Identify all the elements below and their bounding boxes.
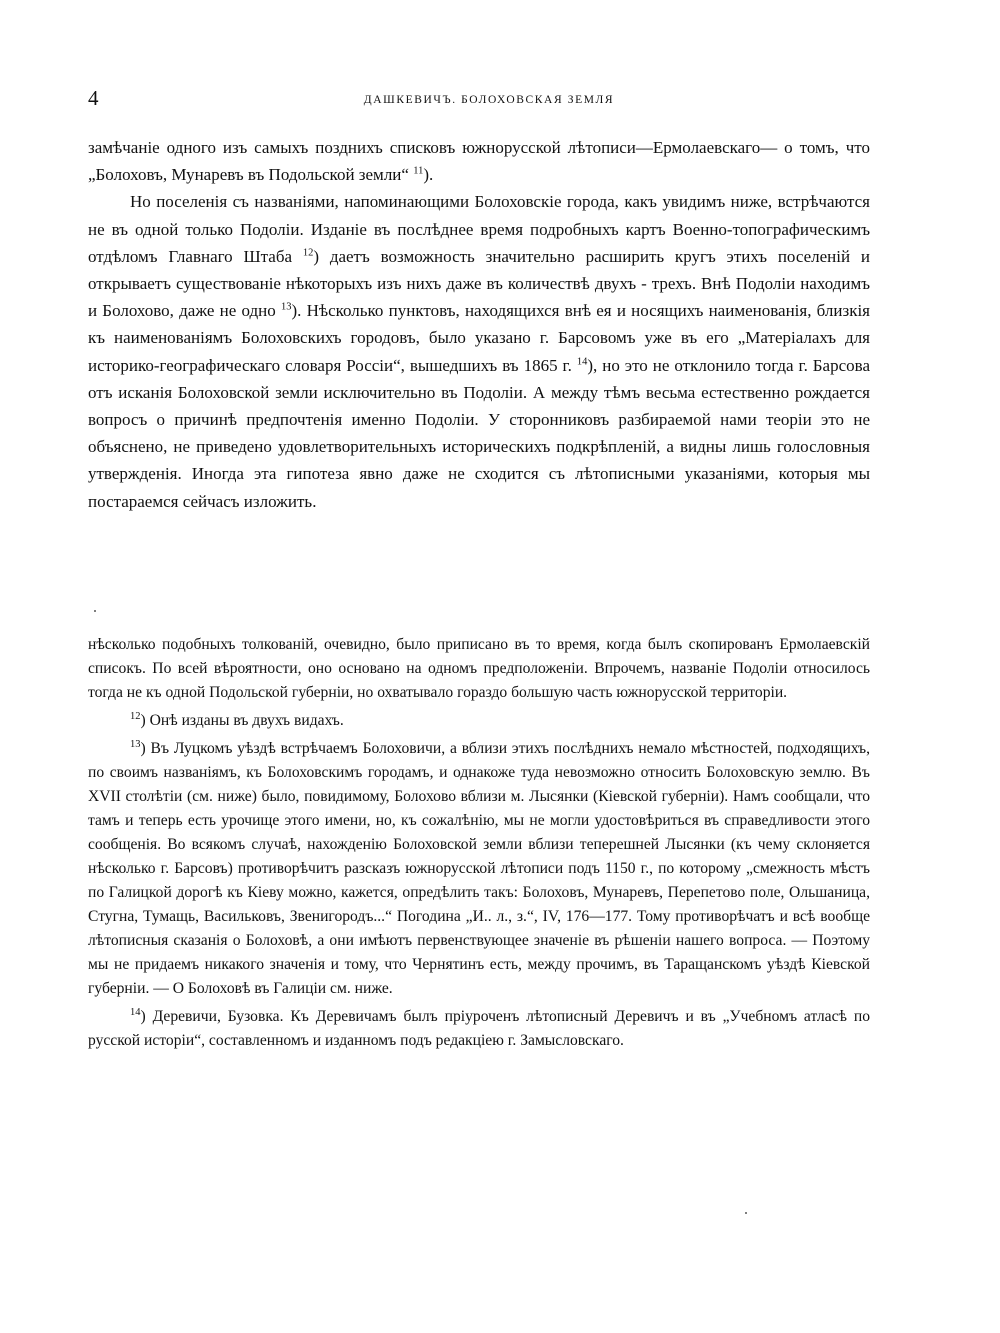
- print-speck: [745, 1212, 747, 1214]
- page-header: [88, 86, 870, 116]
- print-speck: [94, 610, 96, 612]
- footnote-text: ) Деревичи, Бузовка. Къ Деревичамъ былъ пріуроченъ лѣтописный Деревичъ и въ „Учебномъ атласѣ по русской исторіи“, составленномъ и изданномъ подъ редакціею г. Замысловскаго.: [88, 1008, 870, 1049]
- running-title: ДАШКЕВИЧЪ. БОЛОХОВСКАЯ ЗЕМЛЯ: [363, 94, 615, 106]
- paragraph-text: ), но это не отклонило тогда г. Барсова отъ исканія Болоховской земли исключительно въ Подоліи. А между тѣмъ весьма естественно рождается вопросъ о причинѣ предпочтенія именно Подоліи. У сторонниковъ разбираемой нами теоріи это не объяснено, не приведено удовлетворительныхъ историческихъ подкрѣпленій, а видны лишь голословныя утвержденія. Иногда эта гипотеза явно даже не сходится съ лѣтописными указаніями, которыя мы постараемся сейчасъ изложить.: [88, 355, 870, 511]
- footnote-12: [88, 709, 870, 733]
- footnote-continuation: нѣсколько подобныхъ толкованій, очевидно, было приписано въ то время, когда былъ скопированъ Ермолаевскій списокъ. По всей вѣроятности, оно основано на одномъ предположеніи. Впрочемъ, названіе Подоліи относилось тогда не къ одной Подольской губерніи, но охватывало гораздо большую часть южнорусской территоріи.: [88, 636, 870, 701]
- footnote-mark: 12: [130, 710, 141, 722]
- footnote-mark: 14: [130, 1006, 141, 1018]
- footnotes: [88, 633, 870, 1057]
- footnote-ref-14: 14: [576, 355, 588, 367]
- paragraph-continuation: [88, 134, 870, 188]
- footnote-13: [88, 737, 870, 1001]
- paragraph-text: ). Нѣсколько пунктовъ, находящихся внѣ ея и носящихъ наименованія, близкія къ наименованіямъ Болоховскихъ городовъ, было указано г. Барсовомъ уже въ его „Матеріалахъ для историко-географическаго словаря Россіи“, вышедшихъ въ 1865 г.: [88, 301, 871, 375]
- footnote-ref-12: 12: [302, 247, 314, 259]
- paragraph-text: замѣчаніе одного изъ самыхъ позднихъ списковъ южнорусской лѣтописи—Ермолаевскаго— о томъ, что „Болоховъ, Мунаревъ въ Подольской земли“: [88, 138, 870, 185]
- main-text: [88, 134, 870, 515]
- footnote-text: ) Онѣ изданы въ двухъ видахъ.: [140, 712, 344, 729]
- footnote-ref-13: 13: [280, 301, 292, 313]
- footnote-text: ) Въ Луцкомъ уѣздѣ встрѣчаемъ Болоховичи, а вблизи этихъ послѣднихъ немало мѣстностей, подходящихъ, по своимъ названіямъ, къ Болоховскимъ городамъ, и однакоже туда невозможно относить Болоховскую землю. Въ XVII столѣтіи (см. ниже) было, повидимому, Болохово вблизи м. Лысянки (Кіевской губерніи). Намъ сообщали, что тамъ и теперь есть урочище этого имени, но, къ сожалѣнію, мы не могли удостовѣриться въ справедливости этого сообщенія. Во всякомъ случаѣ, нахожденію Болоховской земли вблизи теперешней Лысянки (къ чему склоняется нѣсколько г. Барсовъ) противорѣчитъ разсказъ южнорусской лѣтописи подъ 1150 г., по которому „смежность мѣстъ по Галицкой дорогѣ къ Кіеву можно, кажется, опредѣлить такъ: Болоховъ, Мунаревъ, Перепетово поле, Ольшаница, Стугна, Тумащь, Васильковъ, Звенигородъ...“ Погодина „И.. л., з.“, IV, 176—177. Тому противорѣчатъ и всѣ вообще лѣтописныя сказанія о Болоховѣ, а они имѣютъ первенствующее значеніе въ рѣшеніи нашего вопроса. — Поэтому мы не придаемъ никакого значенія и тому, что Чернятинъ есть, между прочимъ, въ Таращанскомъ уѣздѣ Кіевской губерніи. — О Болоховѣ въ Галиціи см. ниже.: [88, 740, 870, 997]
- paragraph-text: ).: [423, 165, 434, 185]
- footnote-mark: 13: [130, 738, 141, 750]
- page-number: 4: [88, 86, 99, 110]
- paragraph-text: Но поселенія съ названіями, напоминающими Болоховскіе города, какъ увидимъ ниже, встрѣчаются не въ одной только Подоліи. Изданіе въ послѣднее время подробныхъ картъ Военно-топографическимъ отдѣломъ Главнаго Штаба: [88, 192, 870, 266]
- footnote-14: [88, 1005, 870, 1053]
- footnote-ref-11: 11: [413, 165, 424, 177]
- paragraph-text: ) даетъ возможность значительно расширить кругъ этихъ поселеній и открываетъ существованіе нѣкоторыхъ изъ нихъ даже въ количествѣ двухъ - трехъ. Внѣ Подоліи находимъ и Болохово, даже не одно: [88, 246, 870, 321]
- paragraph: [88, 188, 870, 514]
